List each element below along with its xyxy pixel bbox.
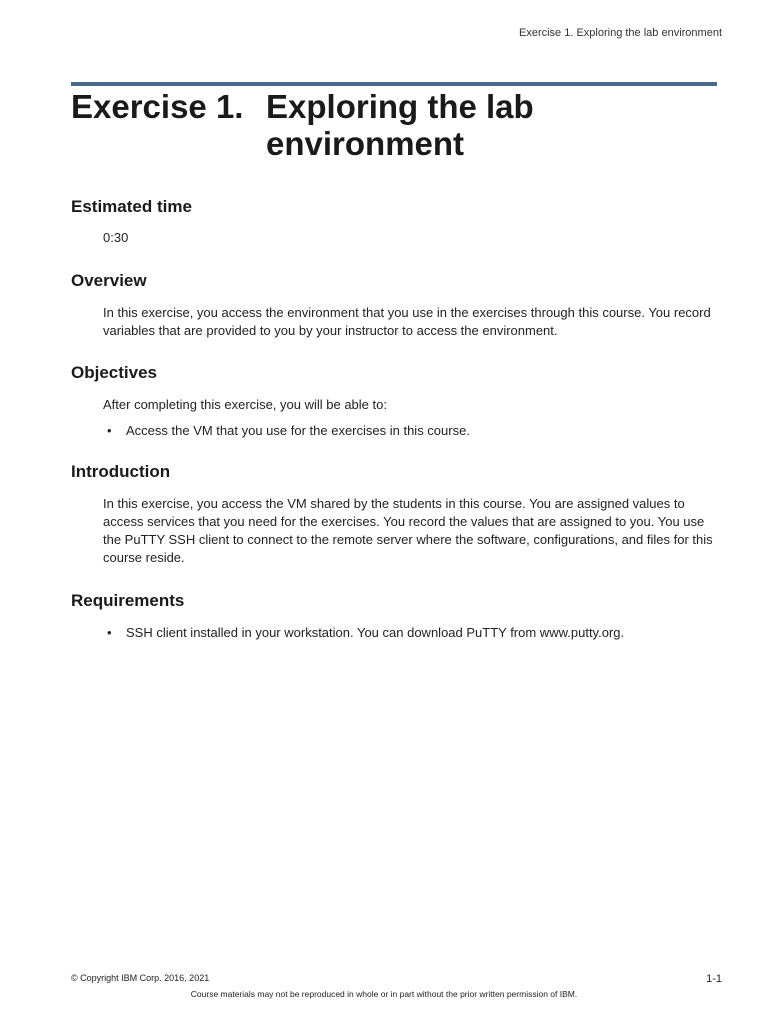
footer-copyright: © Copyright IBM Corp. 2016, 2021 — [71, 973, 210, 983]
running-header: Exercise 1. Exploring the lab environment — [519, 27, 722, 39]
exercise-title: Exploring the lab environment — [266, 88, 534, 162]
footer-page-number: 1-1 — [706, 973, 722, 985]
heading-objectives: Objectives — [71, 363, 157, 382]
requirements-list — [103, 624, 721, 642]
heading-estimated-time: Estimated time — [71, 197, 192, 216]
overview-text: In this exercise, you access the environment that you use in the exercises through this course. You record variables that are provided to you by your instructor to access the environment. — [103, 305, 711, 338]
objectives-intro: After completing this exercise, you will be able to: — [103, 397, 387, 412]
exercise-number: Exercise 1. — [71, 88, 244, 125]
heading-introduction: Introduction — [71, 462, 171, 481]
section-overview — [71, 271, 721, 340]
section-requirements — [71, 591, 721, 642]
list-item: • SSH client installed in your workstation. You can download PuTTY from www.putty.org. — [103, 624, 721, 642]
section-objectives — [71, 363, 721, 440]
footer-notice: Course materials may not be reproduced in whole or in part without the prior written permission of IBM. — [190, 989, 578, 999]
introduction-text: In this exercise, you access the VM shared by the students in this course. You are assigned values to access services that you need for the exercises. You record the values that are assigned to you. You use the PuTTY SSH client to connect to the remote server where the software, configurations, and files for this course reside. — [103, 496, 713, 565]
list-item: • Access the VM that you use for the exercises in this course. — [103, 422, 721, 440]
heading-overview: Overview — [71, 271, 147, 290]
page-title — [71, 88, 711, 162]
objectives-list — [103, 422, 721, 440]
estimated-time-value: 0:30 — [103, 230, 129, 245]
section-introduction — [71, 462, 721, 567]
section-estimated-time — [71, 197, 721, 247]
title-rule — [71, 82, 717, 86]
heading-requirements: Requirements — [71, 591, 185, 610]
